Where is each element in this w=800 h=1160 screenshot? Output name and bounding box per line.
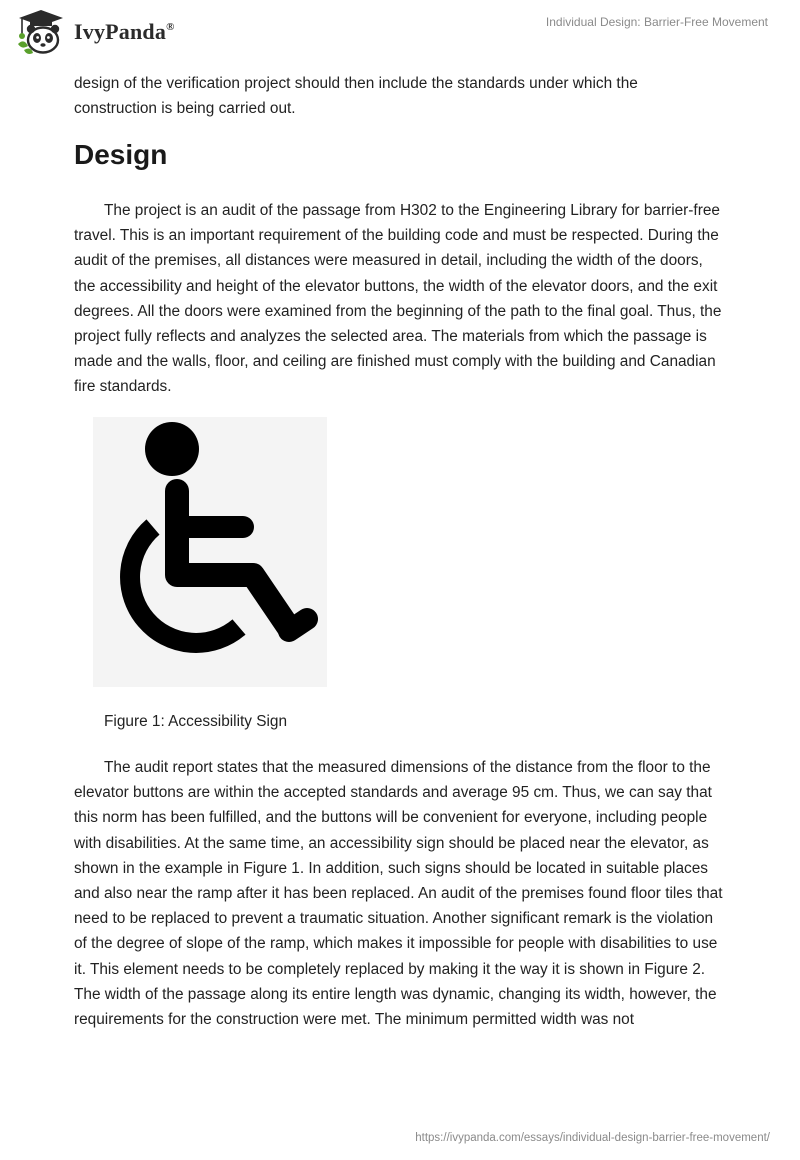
accessibility-figure bbox=[93, 417, 327, 687]
design-paragraph: The project is an audit of the passage from H302 to the Engineering Library for barrier-free travel. This is an important requirement of the building code and must be respected. During the audit of the premises, all distances were measured in detail, including the width of the doors, the accessibility and height of the elevator buttons, the width of the elevator doors, and the exit degrees. All the doors were examined from the beginning of the path to the final goal. Thus, the project fully reflects and analyzes the selected area. The materials from which the passage is made and the walls, floor, and ceiling are finished must comply with the building and Canadian fire standards. bbox=[74, 202, 722, 396]
wheelchair-accessibility-icon bbox=[93, 417, 327, 687]
document-title: Individual Design: Barrier-Free Movement bbox=[545, 15, 768, 29]
figure-caption: Figure 1: Accessibility Sign bbox=[104, 713, 288, 730]
intro-paragraph: design of the verification project should then include the standards under which the construction is being carried out. bbox=[74, 75, 638, 118]
panda-logo-icon bbox=[14, 8, 68, 54]
source-url-link[interactable]: https://ivypanda.com/essays/individual-design-barrier-free-movement/ bbox=[415, 1132, 770, 1144]
page-header bbox=[0, 0, 800, 70]
audit-paragraph: The audit report states that the measured dimensions of the distance from the floor to the elevator buttons are within the accepted standards and average 95 cm. Thus, we can say that this norm has been fulfilled, and the buttons will be convenient for everyone, including people with disabilities. At the same time, an accessibility sign should be placed near the elevator, as shown in the example in Figure 1. In addition, such signs should be located in suitable places and also near the ramp after it has been replaced. An audit of the premises found floor tiles that need to be replaced to prevent a traumatic situation. Another significant remark is the violation of the degree of slope of the ramp, which makes it impossible for people with disabilities to use it. This element needs to be completely replaced by making it the way it is shown in Figure 2. The width of the passage along its entire length was dynamic, changing its width, however, the requirements for the construction were met. The minimum permitted width was not bbox=[74, 759, 723, 1029]
section-heading: Design bbox=[74, 139, 168, 170]
brand-logo[interactable] bbox=[14, 8, 175, 54]
brand-name: IvyPanda® bbox=[74, 19, 175, 44]
